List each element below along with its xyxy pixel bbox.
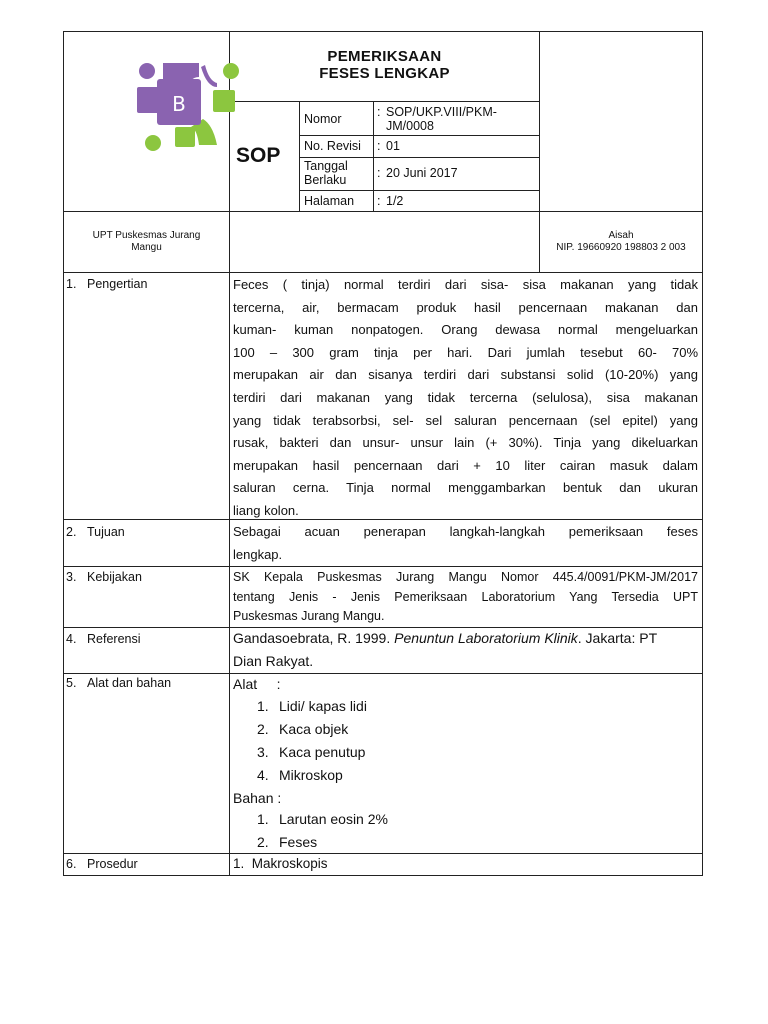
reference-publisher: . Jakarta: PT [577,630,658,646]
list-item: Larutan eosin 2% [279,811,388,827]
rule [63,875,703,876]
reference-line-1 [233,630,657,647]
rule [63,211,703,212]
meta-label-tanggal-2: Berlaku [304,173,347,187]
rule [299,190,539,191]
section-label-referensi: Referensi [87,632,141,646]
section-label-kebijakan: Kebijakan [87,570,142,584]
rule [299,101,300,211]
signer-block [540,230,702,254]
alat-heading: Alat : [233,676,281,692]
paragraph-line: 100 – 300 gram tinja per hari. Dari jumlah tesebut 60- 70% [233,344,698,360]
reference-line-2: Dian Rakyat. [233,653,314,669]
section-body-pengertian [233,274,698,523]
rule [63,31,64,876]
sop-label: SOP [236,144,281,167]
prosedur-step-1: 1. Makroskopis [233,856,328,871]
list-item-number: 2. [257,721,269,737]
paragraph-line: Feces ( tinja) normal terdiri dari sisa- sisa makanan yang tidak [233,277,698,292]
rule [299,135,539,136]
paragraph-line: liang kolon. [233,502,299,518]
paragraph-line: merupakan hasil pencernaan dari + 10 liter cairan masuk dalam [233,457,698,473]
paragraph-line: tentang Jenis - Jenis Pemeriksaan Laboratorium Yang Tersedia UPT [233,589,698,604]
rule [63,853,703,854]
list-item-number: 1. [257,698,269,714]
paragraph-line: tercerna, air, bermacam produk hasil pencernaan makanan dan [233,299,698,315]
list-item: Kaca objek [279,721,349,737]
section-body-kebijakan [233,568,698,627]
title-line-2: FESES LENGKAP [319,65,450,82]
paragraph-line: Sebagai acuan penerapan langkah-langkah pemeriksaan feses [233,524,698,539]
list-item-number: 2. [257,834,269,850]
list-item-number: 3. [257,744,269,760]
rule [702,31,703,876]
rule [63,627,703,628]
meta-sep: : [377,105,381,119]
organization-line-2: Mangu [131,242,162,253]
paragraph-line: terdiri dari makanan yang tidak tercerna (selulosa), sisa makanan [233,389,698,405]
organization-name [64,230,229,254]
signer-name: Aisah [608,230,634,241]
meta-label-revisi: No. Revisi [304,139,361,153]
list-item: Kaca penutup [279,744,366,760]
reference-book-title: Penuntun Laboratorium Klinik [394,630,578,646]
section-number: 1. [66,277,77,291]
logo-letter: B [172,92,186,116]
reference-author: Gandasoebrata, R. 1999. [233,630,395,646]
section-label-pengertian: Pengertian [87,277,148,291]
list-item: Lidi/ kapas lidi [279,698,367,714]
meta-sep: : [377,139,381,153]
list-item: Mikroskop [279,767,343,783]
section-number: 3. [66,570,77,584]
section-number: 2. [66,525,77,539]
paragraph-line: merupakan air dan sisanya terdiri dari substansi solid (10-20%) yang [233,367,698,383]
paragraph-line: yang tidak terabsorbsi, sel- sel saluran pencernaan (sel epitel) yang [233,412,698,428]
title-line-1: PEMERIKSAAN [327,48,442,65]
meta-value-tanggal: 20 Juni 2017 [386,166,458,180]
section-label-prosedur: Prosedur [87,857,138,871]
meta-label-tanggal-1: Tanggal [304,159,348,173]
paragraph-line: lengkap. [233,546,283,562]
paragraph-line: SK Kepala Puskesmas Jurang Mangu Nomor 445.4/0091/PKM-JM/2017 [233,570,698,584]
paragraph-line: Puskesmas Jurang Mangu. [233,609,385,623]
paragraph-line: kuman- kuman nonpatogen. Orang dewasa normal mengeluarkan [233,322,698,338]
meta-value-revisi: 01 [386,139,400,153]
list-item-number: 4. [257,767,269,783]
meta-value-nomor-2: JM/0008 [386,119,434,133]
list-item: Feses [279,834,318,850]
puskesmas-logo-icon [133,57,243,157]
paragraph-line: saluran cerna. Tinja normal menggambarkan bentuk dan ukuran [233,480,698,496]
rule [373,101,374,211]
meta-label-halaman: Halaman [304,194,355,208]
rule [299,157,539,158]
meta-label-nomor: Nomor [304,112,342,126]
rule [229,31,230,876]
rule [63,272,703,273]
meta-value-halaman: 1/2 [386,194,404,208]
rule [63,673,703,674]
organization-line-1: UPT Puskesmas Jurang [92,230,201,241]
paragraph-line: rusak, bakteri dan unsur- unsur lain (+ 30%). Tinja yang dikeluarkan [233,435,698,451]
meta-sep: : [377,194,381,208]
section-body-tujuan [233,521,698,566]
section-number: 5. [66,676,77,690]
document-title [229,48,540,82]
meta-value-nomor-1: SOP/UKP.VIII/PKM- [386,105,497,119]
section-label-alat: Alat dan bahan [87,676,172,690]
list-item-number: 1. [257,811,269,827]
rule [63,31,703,32]
bahan-heading: Bahan : [233,790,282,806]
meta-sep: : [377,166,381,180]
signer-nip: NIP. 19660920 198803 2 003 [556,242,686,253]
rule [229,101,539,102]
section-label-tujuan: Tujuan [87,525,125,539]
section-number: 4. [66,632,77,646]
section-number: 6. [66,857,77,871]
